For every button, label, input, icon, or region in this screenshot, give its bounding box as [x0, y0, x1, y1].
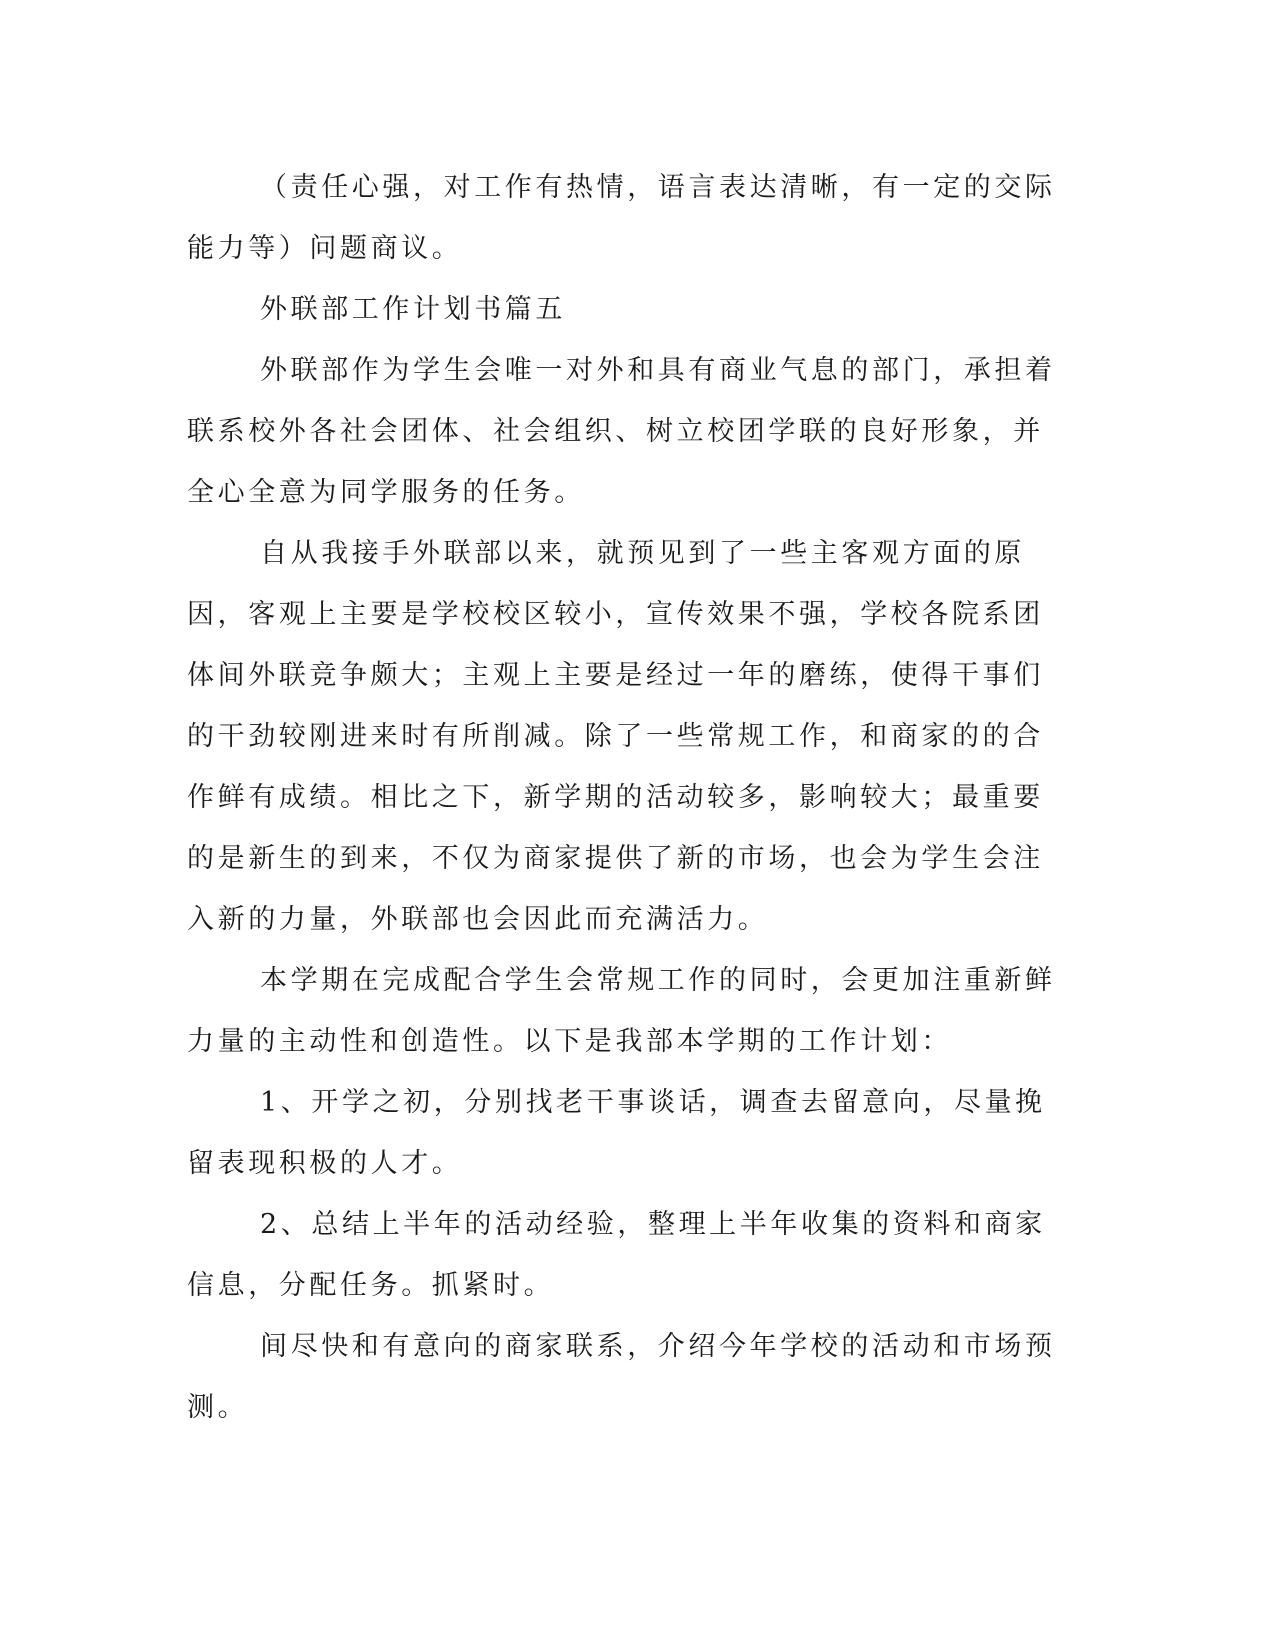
paragraph-department-role: 外联部作为学生会唯一对外和具有商业气息的部门，承担着联系校外各社会团体、社会组织、树立校团学联的良好形象，并全心全意为同学服务的任务。	[187, 355, 1056, 508]
paragraph-plan-intro: 本学期在完成配合学生会常规工作的同时，会更加注重新鲜力量的主动性和创造性。以下是我部本学期的工作计划：	[187, 965, 1056, 1057]
document-body	[187, 157, 1067, 1438]
section-heading: 外联部工作计划书篇五	[260, 294, 566, 325]
paragraph-situation-analysis: 自从我接手外联部以来，就预见到了一些主客观方面的原因，客观上主要是学校校区较小，宣传效果不强，学校各院系团体间外联竞争颇大；主观上主要是经过一年的磨练，使得干事们的干劲较刚进来时有所削减。除了一些常规工作，和商家的的合作鲜有成绩。相比之下，新学期的活动较多，影响较大；最重要的是新生的到来，不仅为商家提供了新的市场，也会为学生会注入新的力量，外联部也会因此而充满活力。	[187, 538, 1044, 935]
paragraph-contact-merchants: 间尽快和有意向的商家联系，介绍今年学校的活动和市场预测。	[187, 1331, 1056, 1423]
paragraph-qualifications: （责任心强，对工作有热情，语言表达清晰，有一定的交际能力等）问题商议。	[187, 172, 1056, 264]
plan-item-1: 1、开学之初，分别找老干事谈话，调查去留意向，尽量挽留表现积极的人才。	[187, 1087, 1046, 1179]
plan-item-2: 2、总结上半年的活动经验，整理上半年收集的资料和商家信息，分配任务。抓紧时。	[187, 1209, 1046, 1301]
